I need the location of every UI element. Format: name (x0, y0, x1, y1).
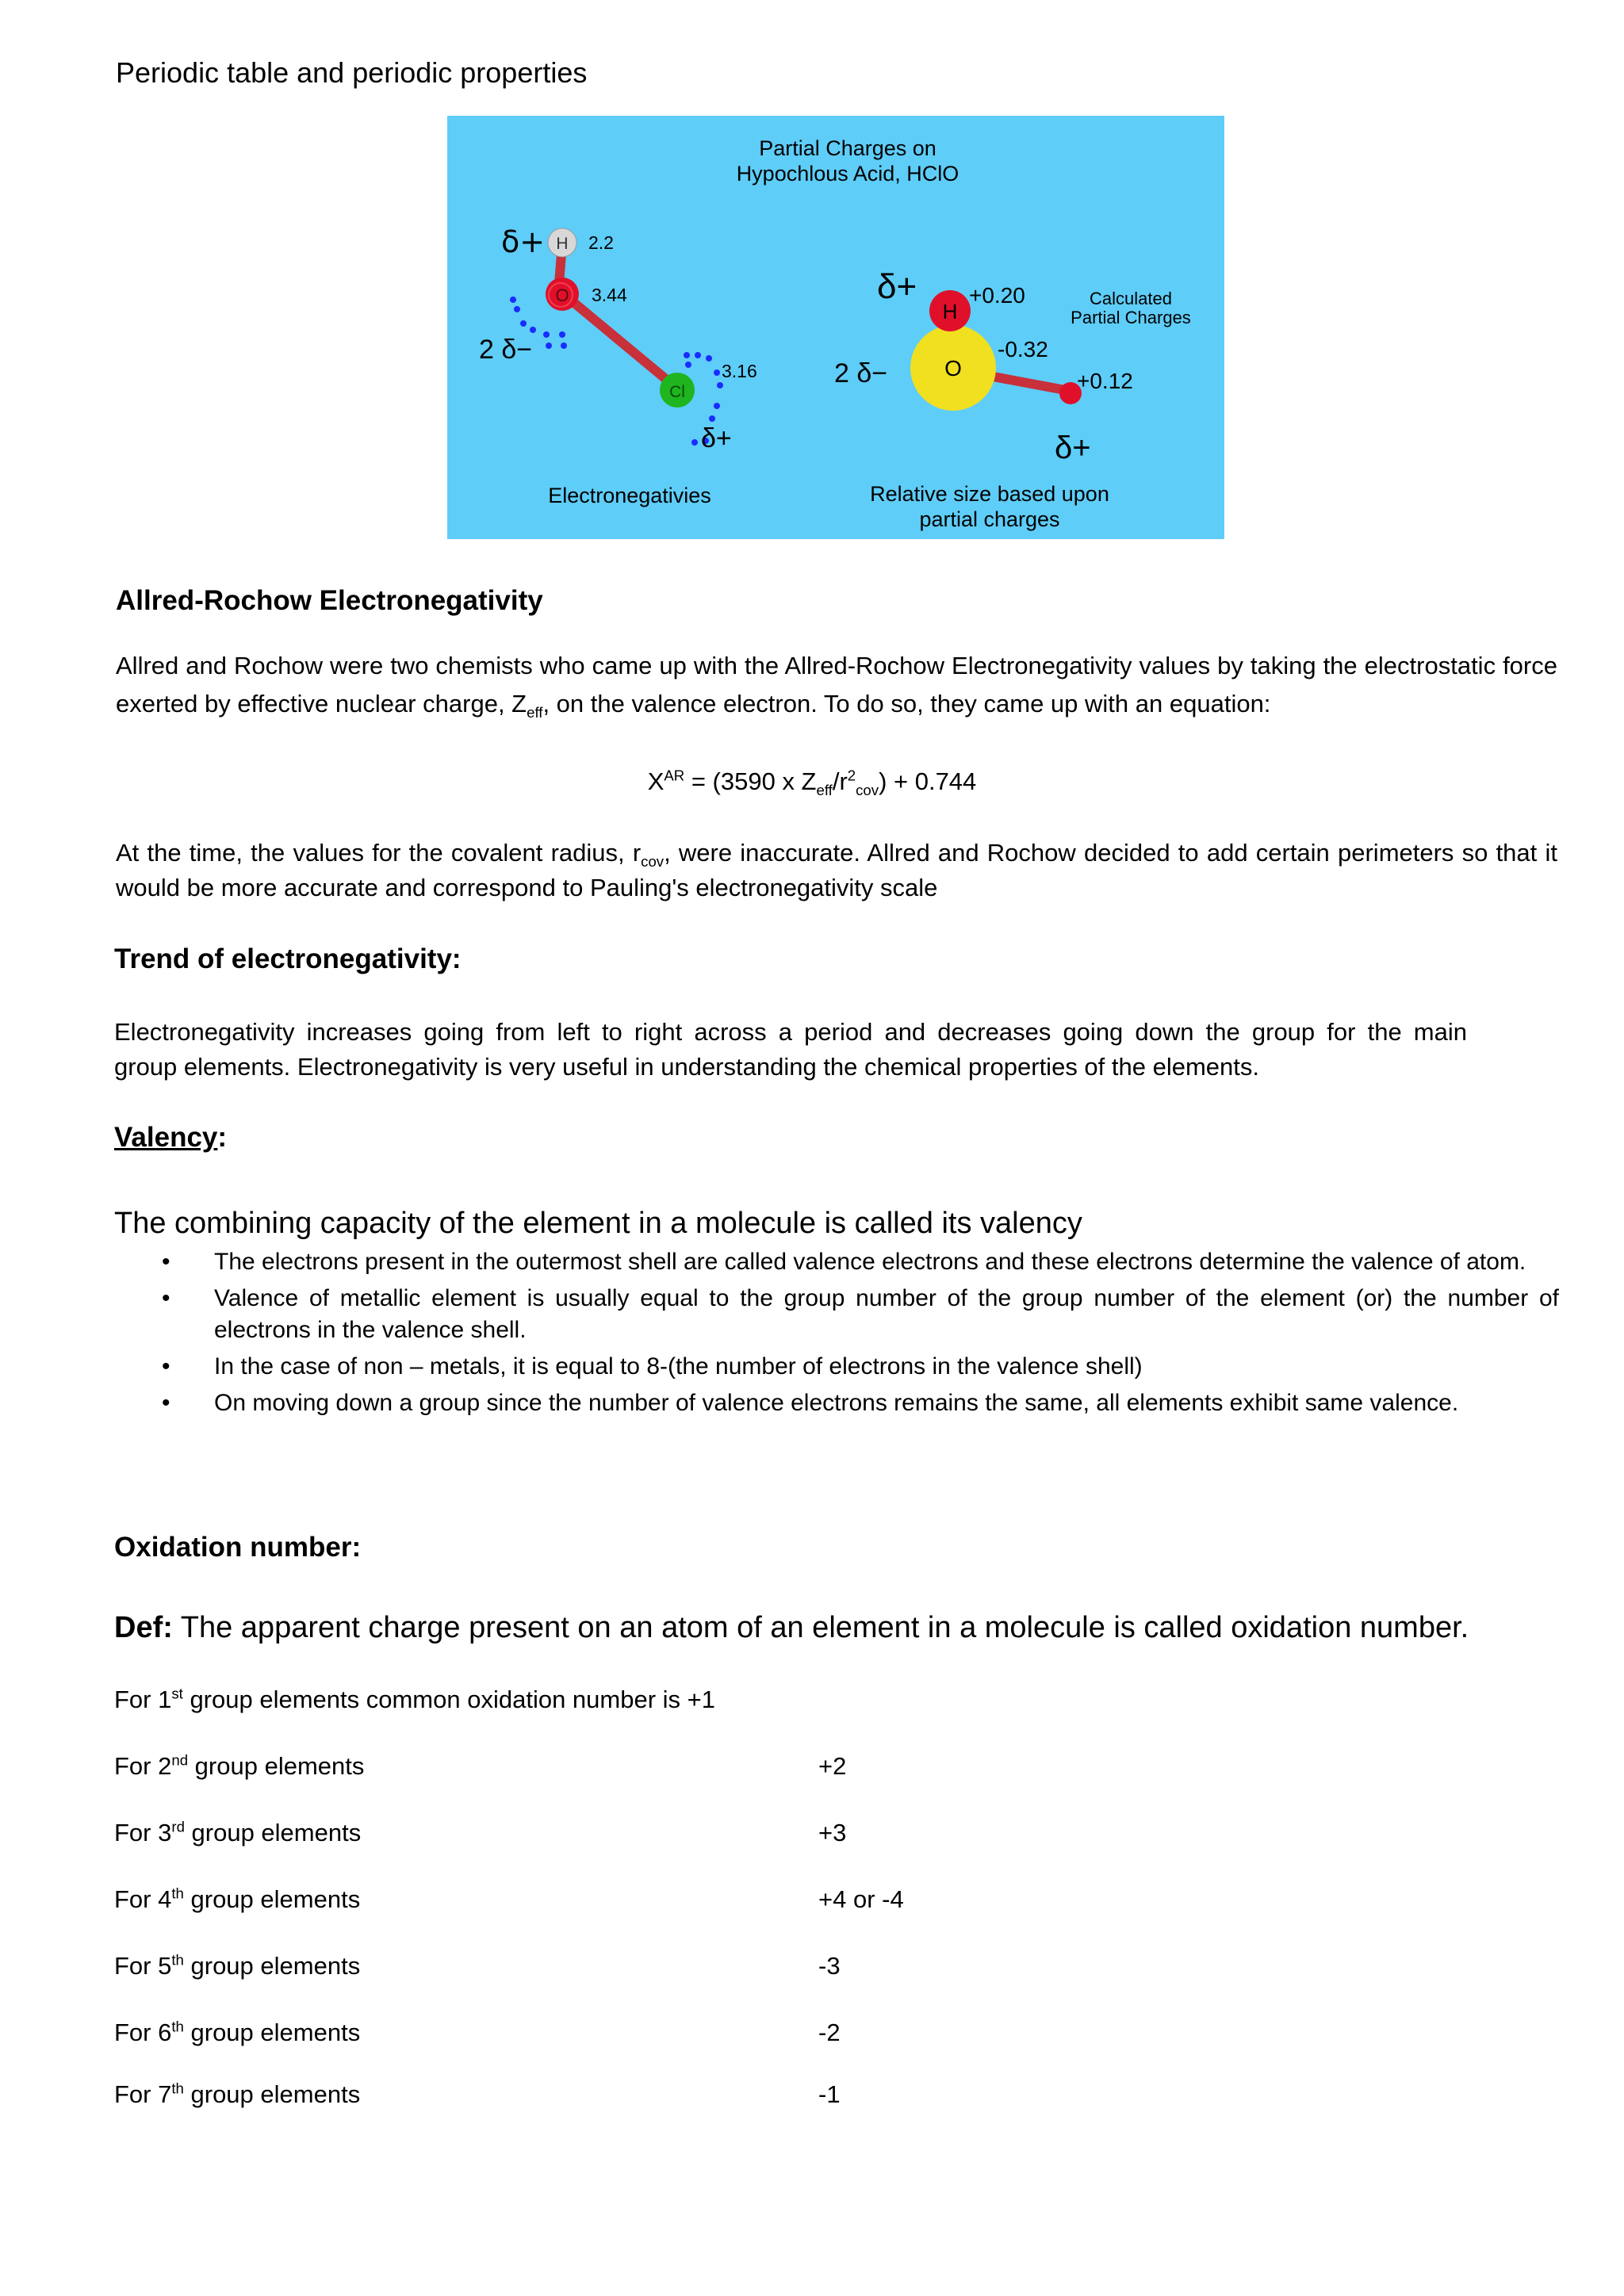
row-ordinal-suffix: rd (171, 1818, 185, 1835)
valency-bullet-item (162, 1387, 1559, 1419)
valency-intro: The combining capacity of the element in a molecule is called its valency (114, 1207, 1082, 1240)
page-title: Periodic table and periodic properties (116, 56, 588, 89)
en-value-o: 3.44 (592, 285, 627, 305)
row-prefix: For (114, 2019, 159, 2046)
allred-p2-b: , were inaccurate. Allred and Rochow decided to add certain perimeters so that it would be more accurate and correspond to Pauling's electronegativity scale (116, 839, 1557, 901)
first-prefix: For 1 (114, 1686, 172, 1713)
oxidation-row (114, 1949, 1066, 1984)
row-ordinal-suffix: th (171, 2080, 184, 2097)
def-label: Def: (114, 1611, 173, 1644)
charge-value-h: +0.20 (969, 283, 1025, 308)
first-sup: st (171, 1685, 183, 1702)
valency-bullet-item (162, 1246, 1559, 1278)
allred-p1-b: , on the valence electron. To do so, they came up with an equation: (542, 690, 1271, 718)
delta-plus-cl-right: δ+ (1055, 430, 1091, 465)
eq-sub-eff: eff (816, 782, 833, 799)
oxidation-row (114, 1749, 1066, 1784)
delta-minus-o-right: 2 δ− (834, 358, 888, 388)
oxidation-heading: Oxidation number: (114, 1532, 362, 1563)
row-group-number: 4 (158, 1885, 172, 1913)
hclo-figure (447, 116, 1224, 539)
oxidation-definition (114, 1608, 1469, 1647)
valency-heading-colon: : (217, 1122, 228, 1153)
valency-bullet-text: Valence of metallic element is usually equal to the group number of the group number of the element (or) the number of electrons in the valence shell. (214, 1285, 1559, 1343)
def-text: The apparent charge present on an atom of an element in a molecule is called oxidation number. (172, 1611, 1469, 1644)
row-ordinal-suffix: th (171, 1885, 184, 1902)
oxidation-row (114, 2077, 1066, 2112)
row-prefix: For (114, 1885, 159, 1913)
row-oxidation-value: +3 (818, 1819, 847, 1846)
trend-heading: Trend of electronegativity: (114, 943, 462, 974)
figure-title-2: Hypochlous Acid, HClO (736, 162, 959, 186)
valency-list (162, 1246, 1559, 1424)
row-prefix: For (114, 2080, 159, 2108)
trend-paragraph (114, 1015, 1467, 1085)
valency-heading (114, 1122, 227, 1154)
row-prefix: For (114, 1819, 159, 1846)
row-label: group elements (184, 1819, 362, 1846)
row-label: group elements (183, 2080, 361, 2108)
eq-mid1: = (3590 x Z (684, 767, 817, 795)
oxidation-row (114, 2015, 1066, 2050)
trend-line-2: group elements. Electronegativity is very useful in understanding the chemical properties of the elements. (114, 1053, 1259, 1081)
row-ordinal-suffix: th (171, 2018, 184, 2035)
en-value-h: 2.2 (588, 232, 614, 253)
row-group-number: 7 (158, 2080, 172, 2108)
row-group-number: 5 (158, 1952, 172, 1980)
eq-mid2: /r (832, 767, 848, 795)
allred-p2-a: At the time, the values for the covalent radius, r (116, 839, 642, 867)
calculated-label-2: Partial Charges (1071, 308, 1191, 327)
trend-line-1: Electronegativity increases going from left to right across a period and decreases going down the group for the main (114, 1018, 1467, 1046)
allred-p1-a: Allred and Rochow were two chemists who came up with the Allred-Rochow Electronegativity values by taking the electrostatic force exerted by effective nuclear charge, Z (116, 652, 1557, 718)
valency-heading-text: Valency (114, 1122, 218, 1153)
allred-paragraph-1 (116, 647, 1557, 723)
chlorine-label-left: Cl (669, 383, 685, 401)
eq-sup-ar: AR (664, 767, 685, 784)
hydrogen-label-right: H (942, 300, 958, 323)
allred-p2-sub: cov (641, 853, 665, 871)
allred-heading: Allred-Rochow Electronegativity (116, 585, 543, 616)
left-caption: Electronegativies (548, 484, 711, 507)
oxidation-row (114, 1816, 1066, 1850)
calculated-label-1: Calculated (1090, 289, 1172, 308)
oxidation-row (114, 1882, 1066, 1917)
row-oxidation-value: -3 (818, 1952, 841, 1980)
row-group-number: 6 (158, 2019, 172, 2046)
oxidation-first-group (114, 1682, 715, 1717)
row-oxidation-value: -1 (818, 2080, 841, 2108)
allred-p1-sub: eff (527, 704, 543, 721)
row-oxidation-value: +2 (818, 1752, 847, 1780)
oxygen-label-left: O (555, 285, 569, 305)
valency-bullet-text: In the case of non – metals, it is equal to 8-(the number of electrons in the valence shell) (214, 1353, 1143, 1380)
eq-x: X (647, 767, 665, 795)
valency-bullet-item (162, 1351, 1559, 1383)
en-value-cl: 3.16 (722, 361, 757, 381)
allred-paragraph-2 (116, 836, 1557, 905)
bullet-marker: • (162, 1285, 170, 1311)
charge-value-cl: +0.12 (1077, 369, 1133, 393)
charge-value-o: -0.32 (998, 337, 1048, 362)
delta-plus-cl-left: δ+ (701, 423, 732, 453)
eq-end: ) + 0.744 (879, 767, 977, 795)
delta-plus-h-left: δ+ (501, 224, 546, 259)
bullet-marker: • (162, 1390, 170, 1416)
row-label: group elements (183, 2019, 361, 2046)
valency-bullet-text: The electrons present in the outermost shell are called valence electrons and these electrons determine the valence of atom. (214, 1249, 1526, 1275)
valency-bullet-item (162, 1283, 1559, 1346)
hydrogen-label-left: H (556, 235, 569, 253)
row-ordinal-suffix: nd (171, 1751, 189, 1769)
row-oxidation-value: +4 or -4 (818, 1885, 904, 1913)
row-prefix: For (114, 1752, 159, 1780)
row-group-number: 3 (158, 1819, 172, 1846)
eq-sub-cov: cov (856, 782, 879, 799)
right-caption-1: Relative size based upon (870, 482, 1109, 506)
row-prefix: For (114, 1952, 159, 1980)
hclo-figure-svg (447, 116, 1224, 539)
row-ordinal-suffix: th (171, 1951, 184, 1969)
oxygen-label-right: O (944, 356, 962, 381)
first-suffix: group elements common oxidation number is +1 (182, 1686, 715, 1713)
allred-equation (0, 764, 1624, 799)
valency-bullet-text: On moving down a group since the number of valence electrons remains the same, all elements exhibit same valence. (214, 1390, 1459, 1416)
row-label: group elements (183, 1885, 361, 1913)
row-group-number: 2 (158, 1752, 172, 1780)
delta-plus-h-right: δ+ (877, 267, 917, 306)
bullet-marker: • (162, 1249, 170, 1275)
right-caption-2: partial charges (919, 507, 1060, 531)
delta-minus-o-left: 2 δ− (479, 335, 533, 365)
row-label: group elements (183, 1952, 361, 1980)
row-label: group elements (188, 1752, 365, 1780)
eq-sup-2: 2 (847, 767, 856, 784)
bullet-marker: • (162, 1353, 170, 1380)
figure-title-1: Partial Charges on (759, 136, 936, 160)
row-oxidation-value: -2 (818, 2019, 841, 2046)
